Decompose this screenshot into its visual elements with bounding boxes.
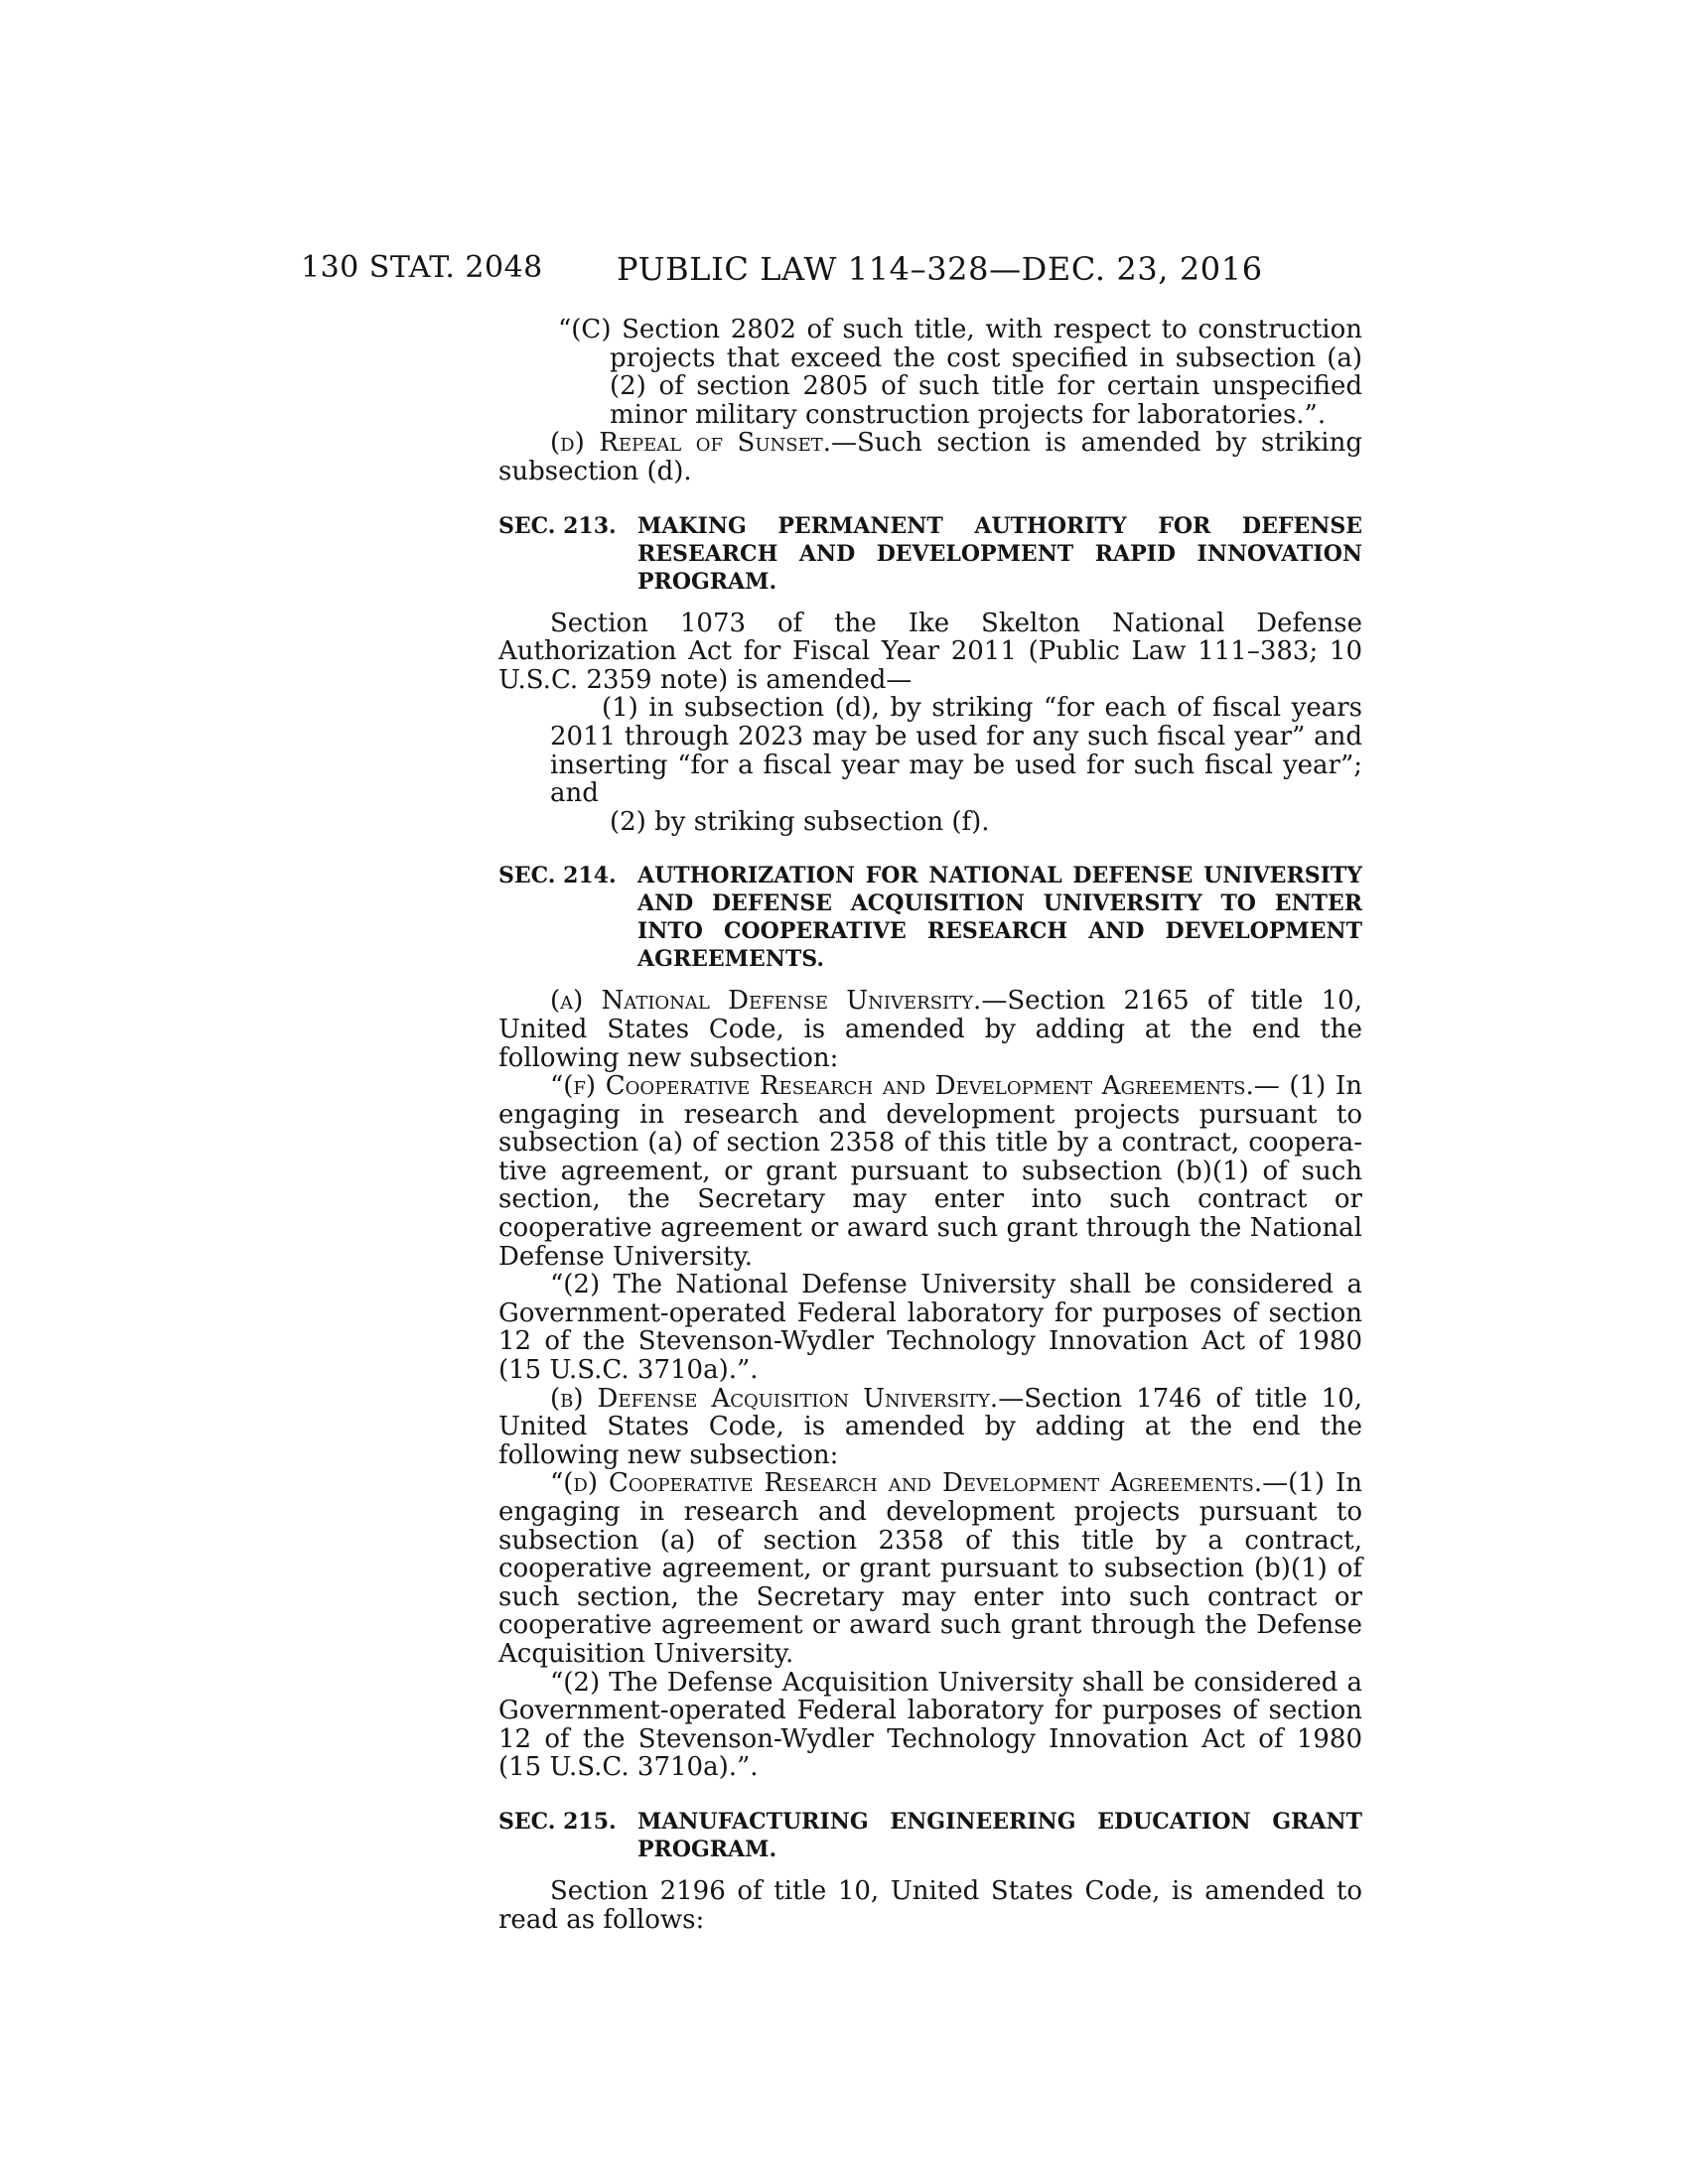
paragraph-subparagraph-c: “(C) Section 2802 of such title, with respect to construction projects that exceed the cost specified in subsection (a)(2) of section 2805 of such title for certain unspecified minor military construction projects for laboratories.”. <box>558 315 1362 430</box>
section-214-f-paragraph-2: “(2) The National Defense University shall be considered a Government-operated Federal laboratory for purposes of section 12 of the Stevenson-Wydler Technology Innovation Act of 1980 (15 U.S.C. 3710a).”. <box>498 1270 1362 1386</box>
page-header-title: PUBLIC LAW 114–328—DEC. 23, 2016 <box>617 250 1263 288</box>
section-213-item-1: (1) in subsection (d), by striking “for each of fiscal years 2011 through 2023 may be used for any such fiscal year” and inserting “for a fiscal year may be used for such fiscal year”; and <box>550 693 1362 809</box>
paragraph-text: —Such section is amended by striking subsection (d). <box>498 428 1362 486</box>
section-title: MAKING PERMANENT AUTHORITY FOR DEFENSE RESEARCH AND DEVELOPMENT RAPID INNOVATION PROGRAM. <box>637 512 1362 595</box>
section-214-d-paragraph-2: “(2) The Defense Acquisition University shall be considered a Government-operated Federal laboratory for purposes of section 12 of the Stevenson-Wydler Technology Innovation Act of 1980 (15 U.S.C. 3710a).”. <box>498 1667 1362 1783</box>
stat-page-number: 130 STAT. 2048 <box>301 250 543 285</box>
section-214-heading <box>498 862 1362 973</box>
section-number: SEC. 214. <box>498 863 617 889</box>
section-213-heading <box>498 512 1362 596</box>
section-215-text: Section 2196 of title 10, United States Code, is amended to read as follows: <box>498 1875 1362 1935</box>
section-214-subsection-a <box>498 987 1362 1072</box>
subsection-heading: “(f) Cooperative Research and Development Agreements. <box>550 1071 1254 1102</box>
section-number: SEC. 215. <box>498 1808 617 1835</box>
subsection-heading: “(d) Cooperative Research and Development Agreements. <box>550 1468 1263 1499</box>
paragraph-repeal-of-sunset <box>498 429 1362 485</box>
section-214-new-subsection-d <box>498 1469 1362 1668</box>
section-title: AUTHORIZATION FOR NATIONAL DEFENSE UNIVERSITY AND DEFENSE ACQUISITION UNIVERSITY TO ENTER INTO COOPERATIVE RESEARCH AND DEVELOPMENT AGREEMENTS. <box>637 863 1362 973</box>
section-title: MANUFACTURING ENGINEERING EDUCATION GRANT PROGRAM. <box>637 1808 1362 1862</box>
section-213-text: Section 1073 of the Ike Skelton National Defense Authorization Act for Fiscal Year 2011 (Public Law 111–383; 10 U.S.C. 2359 note) is amended— <box>498 608 1362 695</box>
section-215-heading <box>498 1808 1362 1863</box>
paragraph-text: —Section 2165 of title 10, United States Code, is amended by adding at the end the following new subsection: <box>498 986 1362 1073</box>
section-214-new-subsection-f <box>498 1072 1362 1271</box>
paragraph-text: — (1) In engaging in research and development projects pursuant to subsection (a) of section 2358 of this title by a contract, cooperative agreement, or grant pursuant to subsection (b)(1) of such section, the Secretary may enter into such contract or cooperative agreement or award such grant through the National Defense University. <box>498 1071 1362 1272</box>
subsection-heading: (b) Defense Acquisition University. <box>550 1383 999 1414</box>
paragraph-text: —(1) In engaging in research and development projects pursuant to subsection (a) of section 2358 of this title by a contract, cooperative agreement, or grant pursuant to subsection (b)(1) of such section, the Secretary may enter into such contract or cooperative agreement or award such grant through the Defense Acquisition University. <box>498 1468 1362 1669</box>
section-214-subsection-b <box>498 1385 1362 1470</box>
paragraph-text: —Section 1746 of title 10, United States Code, is amended by adding at the end the following new subsection: <box>498 1383 1363 1470</box>
subsection-heading: (d) Repeal of Sunset. <box>550 428 831 459</box>
document-body <box>498 316 1362 1934</box>
section-number: SEC. 213. <box>498 512 617 539</box>
subsection-heading: (a) National Defense University. <box>550 986 982 1017</box>
section-213-item-2: (2) by striking subsection (f). <box>610 806 990 837</box>
